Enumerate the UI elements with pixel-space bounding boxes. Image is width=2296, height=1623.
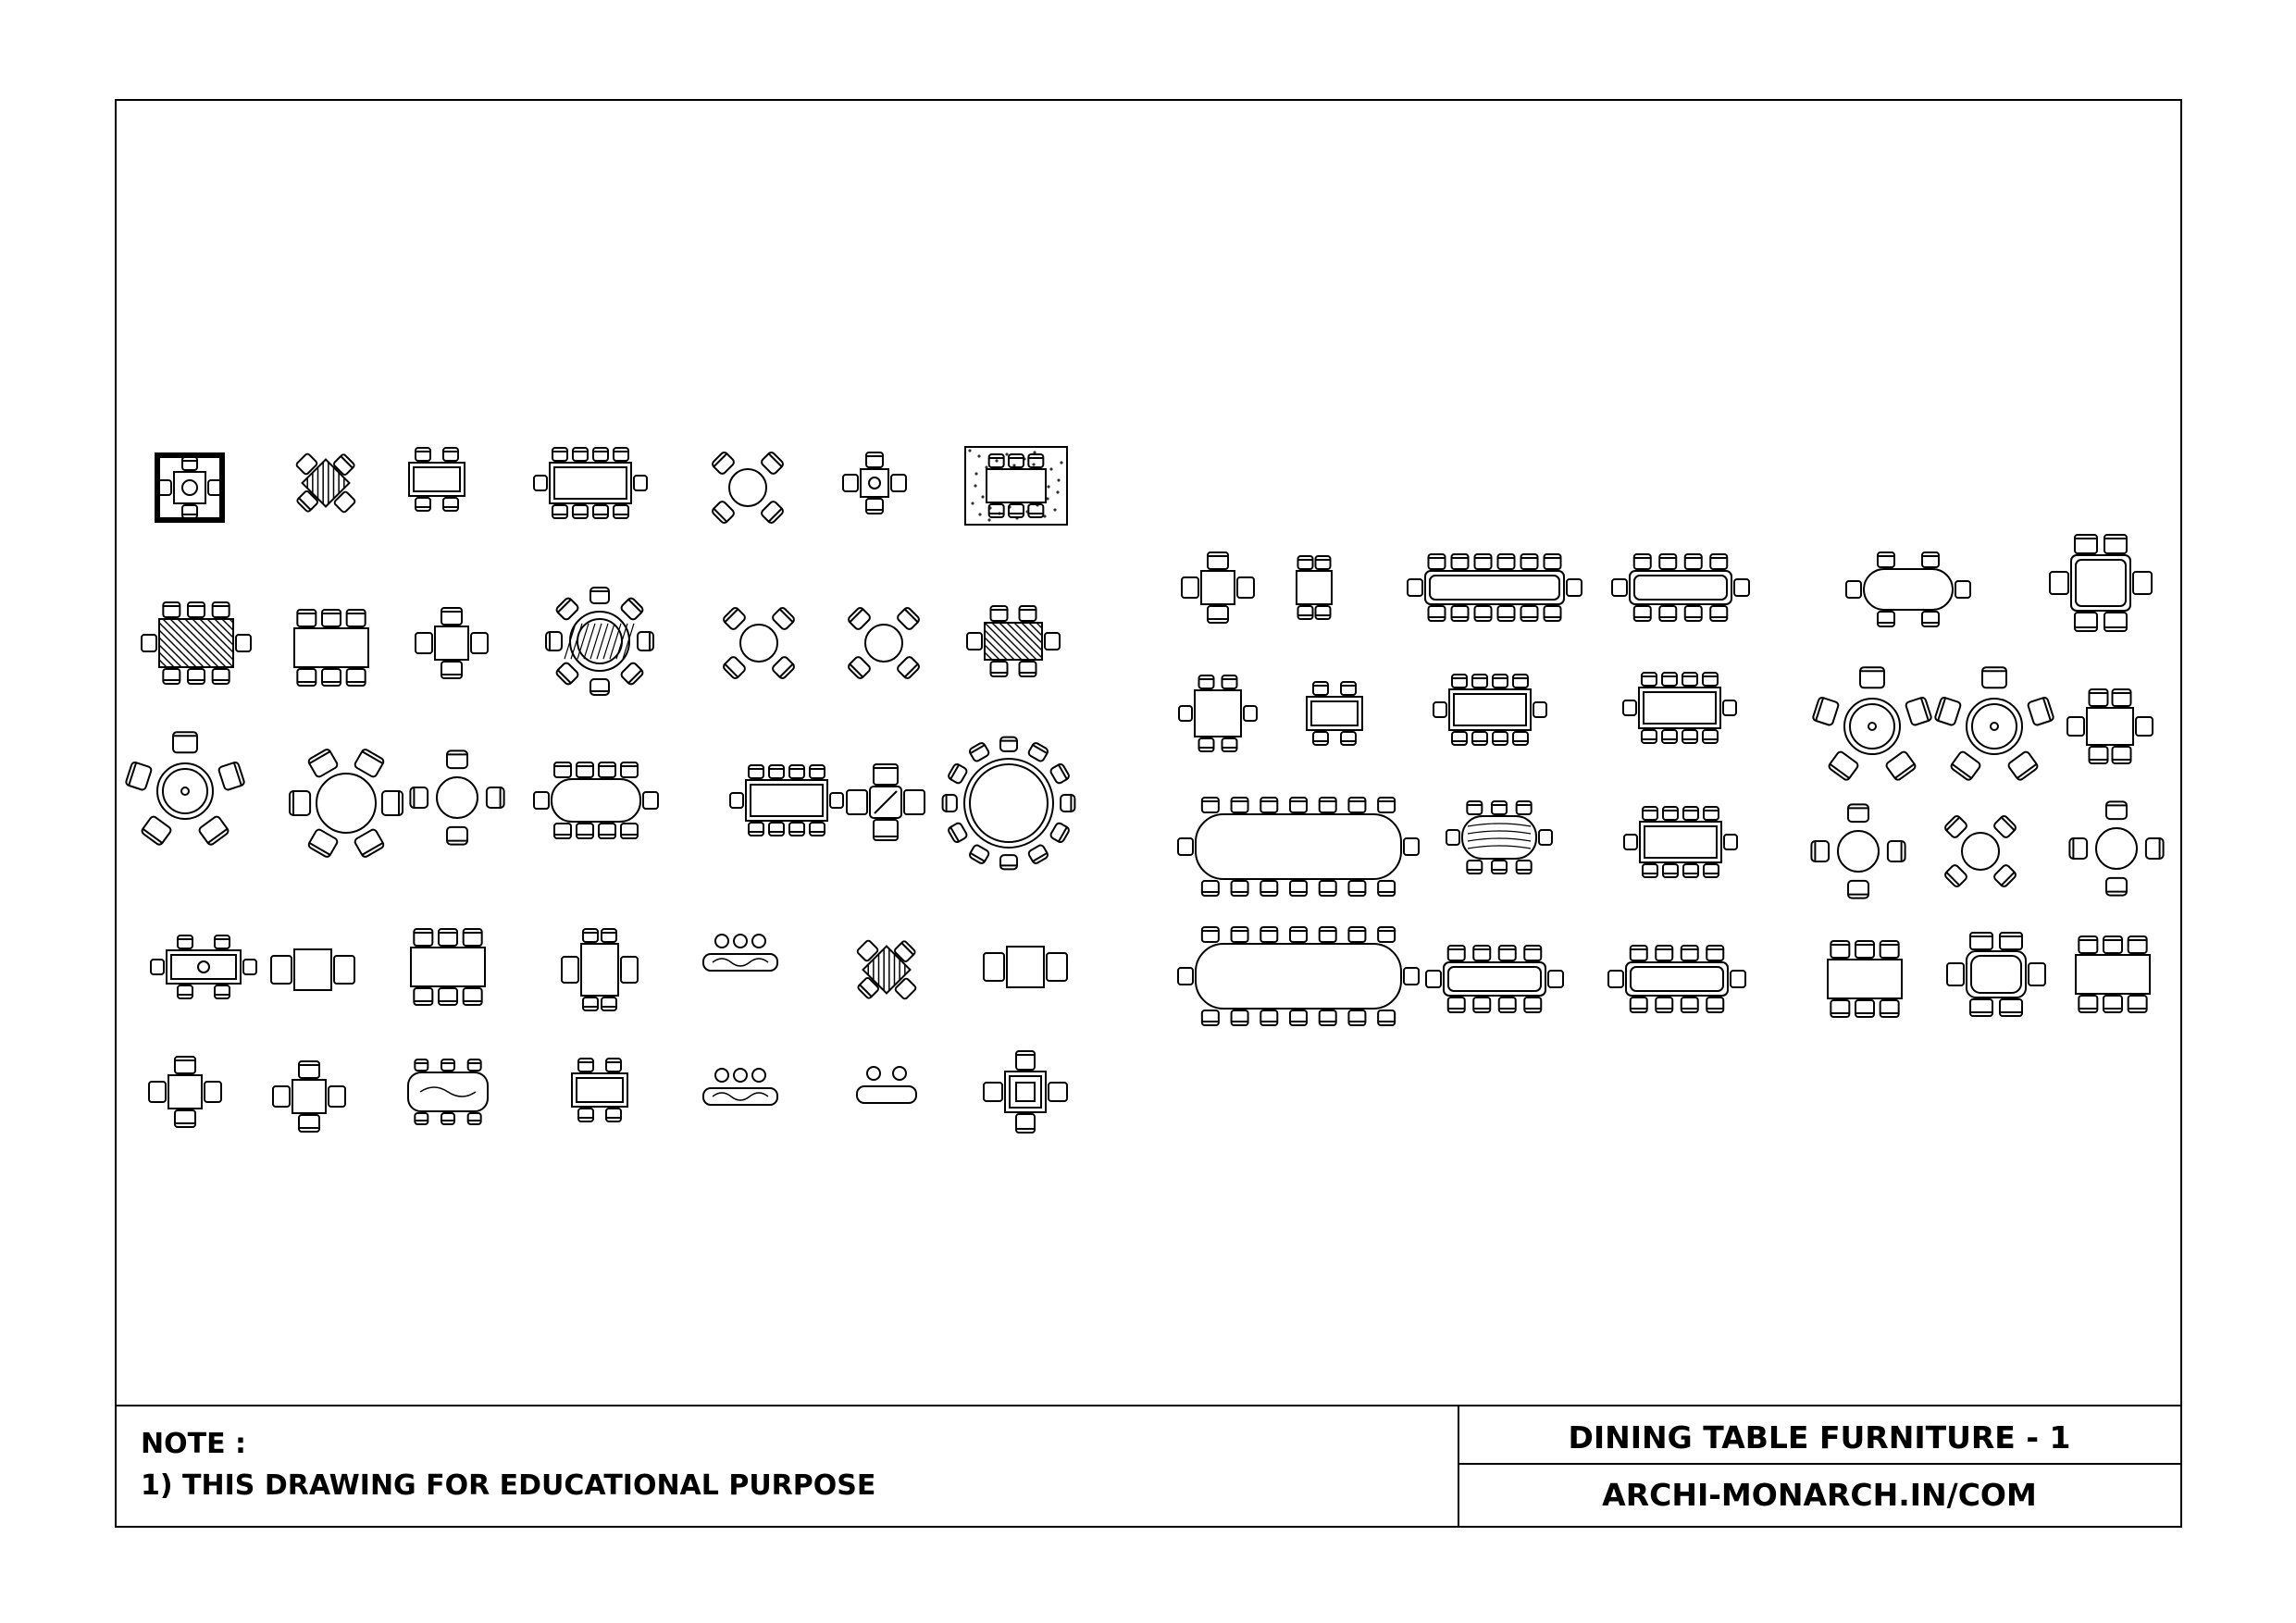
furniture-symbol-right-25: [2076, 936, 2150, 1012]
furniture-symbol-left-13: [847, 606, 920, 679]
furniture-symbol-left-8: [142, 602, 251, 684]
furniture-symbol-left-4: [534, 448, 647, 518]
furniture-symbol-left-2: [278, 435, 373, 530]
furniture-symbol-left-16: [290, 749, 403, 859]
drawing-title: DINING TABLE FURNITURE - 1: [1568, 1419, 2071, 1456]
furniture-symbol-right-11: [1812, 667, 1931, 781]
furniture-symbol-left-5: [711, 451, 784, 524]
furniture-symbol-right-16: [1624, 807, 1737, 877]
furniture-symbol-right-24: [1947, 933, 2045, 1016]
furniture-symbol-right-12: [1934, 667, 2054, 781]
furniture-symbol-left-32: [572, 1059, 627, 1121]
website-label: ARCHI-MONARCH.IN/COM: [1602, 1477, 2037, 1513]
furniture-symbol-left-10: [416, 608, 488, 678]
furniture-symbol-right-17: [1811, 804, 1905, 898]
furniture-symbol-right-13: [2067, 689, 2153, 763]
furniture-symbol-left-35: [984, 1051, 1067, 1133]
symbol-library: [125, 435, 2163, 1133]
furniture-symbol-right-14: [1178, 798, 1419, 896]
furniture-symbol-left-26: [703, 935, 777, 971]
furniture-symbol-right-20: [1178, 927, 1419, 1025]
furniture-symbol-right-2: [1297, 556, 1332, 619]
furniture-symbol-left-9: [294, 610, 368, 686]
furniture-symbol-left-14: [967, 606, 1060, 676]
furniture-symbol-left-7: [965, 447, 1067, 525]
note-heading: NOTE :: [141, 1428, 247, 1460]
furniture-symbol-left-23: [271, 949, 354, 990]
furniture-symbol-left-34: [857, 1067, 916, 1103]
furniture-symbol-left-28: [984, 947, 1067, 987]
furniture-symbol-left-1: [157, 455, 222, 520]
furniture-symbol-left-29: [149, 1057, 221, 1127]
furniture-symbol-left-25: [562, 929, 638, 1010]
furniture-symbol-right-3: [1408, 554, 1582, 621]
furniture-symbol-left-11: [546, 588, 653, 695]
furniture-symbol-left-33: [703, 1069, 777, 1105]
furniture-symbol-right-1: [1182, 552, 1254, 623]
furniture-symbol-right-19: [2069, 801, 2163, 895]
furniture-symbol-right-6: [2050, 535, 2152, 631]
furniture-symbol-right-7: [1179, 675, 1257, 751]
furniture-symbol-left-15: [125, 732, 244, 846]
furniture-symbol-left-12: [722, 606, 795, 679]
furniture-symbol-right-21: [1426, 946, 1563, 1012]
furniture-symbol-left-20: [847, 764, 925, 840]
furniture-symbol-right-18: [1943, 814, 2017, 887]
furniture-symbol-left-27: [838, 922, 934, 1017]
furniture-symbol-right-4: [1612, 554, 1749, 621]
sheet-border: [116, 100, 2181, 1527]
furniture-symbol-right-8: [1307, 682, 1362, 745]
furniture-symbol-left-18: [534, 762, 658, 838]
furniture-symbol-right-5: [1846, 552, 1970, 626]
furniture-symbol-left-3: [409, 448, 465, 511]
note-line: 1) THIS DRAWING FOR EDUCATIONAL PURPOSE: [141, 1469, 876, 1502]
furniture-symbol-left-24: [411, 929, 485, 1005]
furniture-symbol-right-10: [1623, 673, 1736, 743]
furniture-symbol-left-22: [151, 935, 256, 998]
furniture-symbol-left-19: [730, 765, 843, 836]
furniture-symbol-right-9: [1433, 675, 1546, 745]
furniture-symbol-left-21: [943, 737, 1075, 870]
furniture-symbol-left-6: [843, 452, 906, 514]
furniture-symbol-left-30: [273, 1061, 345, 1132]
furniture-symbol-right-23: [1828, 941, 1902, 1017]
furniture-symbol-left-31: [408, 1059, 488, 1124]
furniture-symbol-left-17: [410, 750, 503, 844]
furniture-symbol-right-15: [1446, 801, 1552, 873]
furniture-symbol-right-22: [1608, 946, 1745, 1012]
